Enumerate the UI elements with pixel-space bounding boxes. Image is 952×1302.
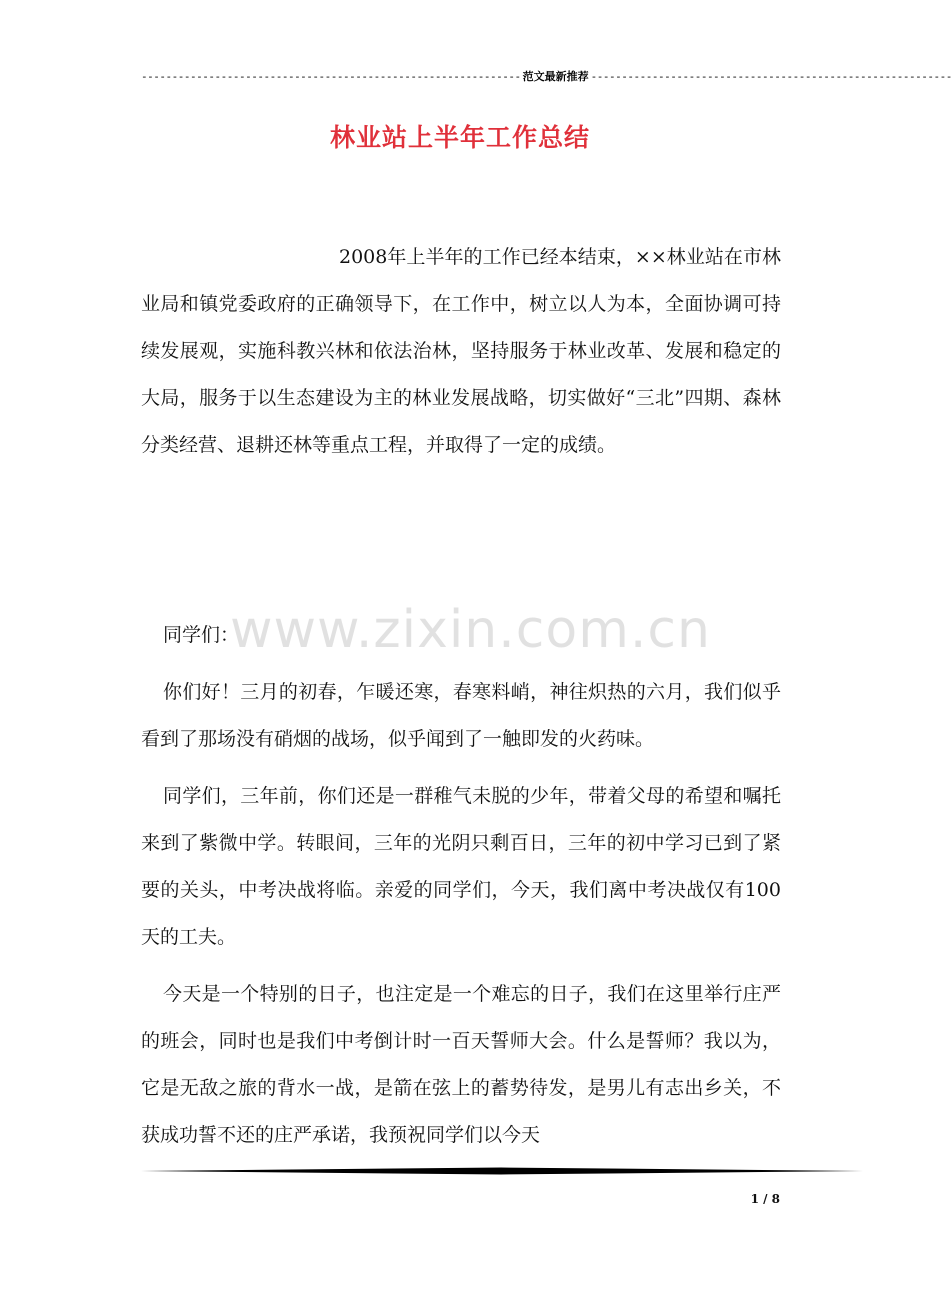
header-right-dashes: ----------------------------------------------------------- [590,69,952,83]
letter-paragraph: 同学们，三年前，你们还是一群稚气未脱的少年，带着父母的希望和嘱托来到了紫微中学。转眼间，三年的光阴只剩百日，三年的初中学习已到了紧要的关头，中考决战将临。亲爱的同学们，今天，我们离中考决战仅有100天的工夫。 [141,785,781,948]
page-header [141,66,952,86]
header-label: 范文最新推荐 [522,70,589,83]
header-left-dashes: -------------------------------------------------------------- [141,69,521,83]
letter-paragraph: 你们好！三月的初春，乍暖还寒，春寒料峭，神往炽热的六月，我们似乎看到了那场没有硝烟的战场，似乎闻到了一触即发的火药味。 [141,681,781,750]
watermark: www.zixin.com.cn [230,600,711,660]
salutation: 同学们： [163,624,240,646]
footer-rule [141,1167,863,1175]
letter-section [141,612,781,1169]
intro-paragraph: 2008年上半年的工作已经本结束，××林业站在市林业局和镇党委政府的正确领导下，在工作中，树立以人为本，全面协调可持续发展观，实施科教兴林和依法治林，坚持服务于林业改革、发展和稳定的大局，服务于以生态建设为主的林业发展战略，切实做好“三北”四期、森林分类经营、退耕还林等重点工程，并取得了一定的成绩。 [141,246,781,456]
page-number: 1 / 8 [750,1192,780,1206]
letter-paragraph: 今天是一个特别的日子，也注定是一个难忘的日子，我们在这里举行庄严的班会，同时也是我们中考倒计时一百天誓师大会。什么是誓师？我以为，它是无敌之旅的背水一战，是箭在弦上的蓄势待发，是男儿有志出乡关，不获成功誓不还的庄严承诺，我预祝同学们以今天 [141,983,781,1146]
document-title: 林业站上半年工作总结 [329,123,590,152]
